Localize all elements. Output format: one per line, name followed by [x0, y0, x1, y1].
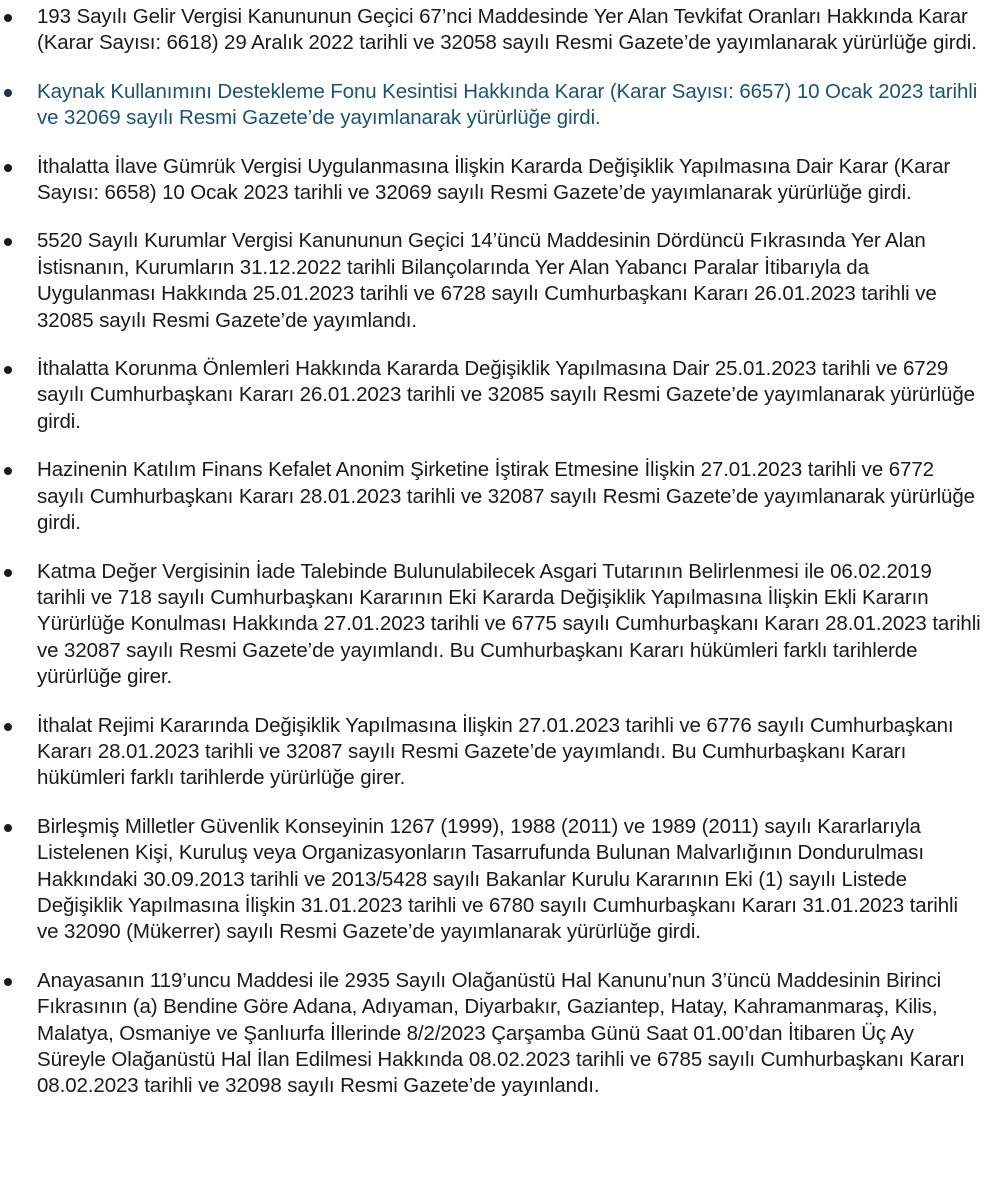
list-item	[0, 457, 986, 536]
bullet-icon	[4, 14, 12, 22]
bullet-icon	[4, 89, 12, 97]
list-item-text: İthalatta Korunma Önlemleri Hakkında Kararda Değişiklik Yapılmasına Dair 25.01.2023 tarihli ve 6729 sayılı Cumhurbaşkanı Kararı 26.01.2023 tarihli ve 32085 sayılı Resmi Gazete’de yayımlanarak yürürlüğe girdi.	[37, 357, 975, 433]
bullet-icon	[4, 238, 12, 246]
list-item-text: Anayasanın 119’uncu Maddesi ile 2935 Sayılı Olağanüstü Hal Kanunu’nun 3’üncü Maddesinin Birinci Fıkrasının (a) Bendine Göre Adana, Adıyaman, Diyarbakır, Gaziantep, Hatay, Kahramanmaraş, Kilis, Malatya, Osmaniye ve Şanlıurfa İllerinde 8/2/2023 Çarşamba Günü Saat 01.00’dan İtibaren Üç Ay Süreyle Olağanüstü Hal İlan Edilmesi Hakkında 08.02.2023 tarihli ve 6785 sayılı Cumhurbaşkanı Kararı 08.02.2023 tarihli ve 32098 sayılı Resmi Gazete’de yayınlandı.	[37, 968, 965, 1098]
bullet-icon	[4, 467, 12, 475]
bullet-icon	[4, 723, 12, 731]
list-item-text: Hazinenin Katılım Finans Kefalet Anonim Şirketine İştirak Etmesine İlişkin 27.01.2023 tarihli ve 6772 sayılı Cumhurbaşkanı Kararı 28.01.2023 tarihli ve 32087 sayılı Resmi Gazete’de yayımlanarak yürürlüğe girdi.	[37, 458, 975, 535]
list-item	[0, 228, 986, 334]
list-item	[0, 968, 986, 1100]
list-item-link[interactable]	[0, 79, 986, 132]
bullet-icon	[4, 978, 12, 986]
list-item-link-text[interactable]: Kaynak Kullanımını Destekleme Fonu Kesintisi Hakkında Karar (Karar Sayısı: 6657) 10 Ocak 2023 tarihli ve 32069 sayılı Resmi Gazete’de yayımlanarak yürürlüğe girdi.	[37, 79, 978, 130]
list-item	[0, 559, 986, 691]
list-item	[0, 356, 986, 435]
decree-list	[0, 4, 986, 1122]
bullet-icon	[4, 569, 12, 577]
list-item-text: 193 Sayılı Gelir Vergisi Kanununun Geçici 67’nci Maddesinde Yer Alan Tevkifat Oranları Hakkında Karar (Karar Sayısı: 6618) 29 Aralık 2022 tarihli ve 32058 sayılı Resmi Gazete’de yayımlanarak yürürlüğe girdi.	[37, 5, 977, 55]
list-item	[0, 814, 986, 946]
list-item	[0, 713, 986, 792]
list-item-text: Birleşmiş Milletler Güvenlik Konseyinin 1267 (1999), 1988 (2011) ve 1989 (2011) sayılı Kararlarıyla Listelenen Kişi, Kuruluş veya Organizasyonların Tasarrufunda Bulunan Malvarlığının Dondurulması Hakkındaki 30.09.2013 tarihli ve 2013/5428 sayılı Bakanlar Kurulu Kararının Eki (1) sayılı Listede Değişiklik Yapılmasına İlişkin 31.01.2023 tarihli ve 6780 sayılı Cumhurbaşkanı Kararı 31.01.2023 tarihli ve 32090 (Mükerrer) sayılı Resmi Gazete’de yayımlanarak yürürlüğe girdi.	[37, 814, 958, 944]
list-item-text: İthalatta İlave Gümrük Vergisi Uygulanmasına İlişkin Kararda Değişiklik Yapılmasına Dair Karar (Karar Sayısı: 6658) 10 Ocak 2023 tarihli ve 32069 sayılı Resmi Gazete’de yayımlanarak yürürlüğe girdi.	[37, 154, 951, 205]
bullet-icon	[4, 824, 12, 832]
bullet-icon	[4, 366, 12, 374]
list-item-text: Katma Değer Vergisinin İade Talebinde Bulunulabilecek Asgari Tutarının Belirlenmesi ile 06.02.2019 tarihli ve 718 sayılı Cumhurbaşkanı Kararının Eki Kararda Değişiklik Yapılmasına İlişkin Ekli Kararın Yürürlüğe Konulması Hakkında 27.01.2023 tarihli ve 6775 sayılı Cumhurbaşkanı Kararı 28.01.2023 tarihli ve 32087 sayılı Resmi Gazete’de yayımlandı. Bu Cumhurbaşkanı Kararı hükümleri farklı tarihlerde yürürlüğe girer.	[37, 559, 981, 689]
list-item-text: İthalat Rejimi Kararında Değişiklik Yapılmasına İlişkin 27.01.2023 tarihli ve 6776 sayılı Cumhurbaşkanı Kararı 28.01.2023 tarihli ve 32087 sayılı Resmi Gazete’de yayımlandı. Bu Cumhurbaşkanı Kararı hükümleri farklı tarihlerde yürürlüğe girer.	[37, 713, 954, 790]
bullet-icon	[4, 164, 12, 172]
list-item	[0, 154, 986, 207]
list-item-text: 5520 Sayılı Kurumlar Vergisi Kanununun Geçici 14’üncü Maddesinin Dördüncü Fıkrasında Yer Alan İstisnanın, Kurumların 31.12.2022 tarihli Bilançolarında Yer Alan Yabancı Paralar İtibarıyla da Uygulanması Hakkında 25.01.2023 tarihli ve 6728 sayılı Cumhurbaşkanı Kararı 26.01.2023 tarihli ve 32085 sayılı Resmi Gazete’de yayımlandı.	[37, 229, 937, 332]
list-item	[0, 4, 986, 57]
